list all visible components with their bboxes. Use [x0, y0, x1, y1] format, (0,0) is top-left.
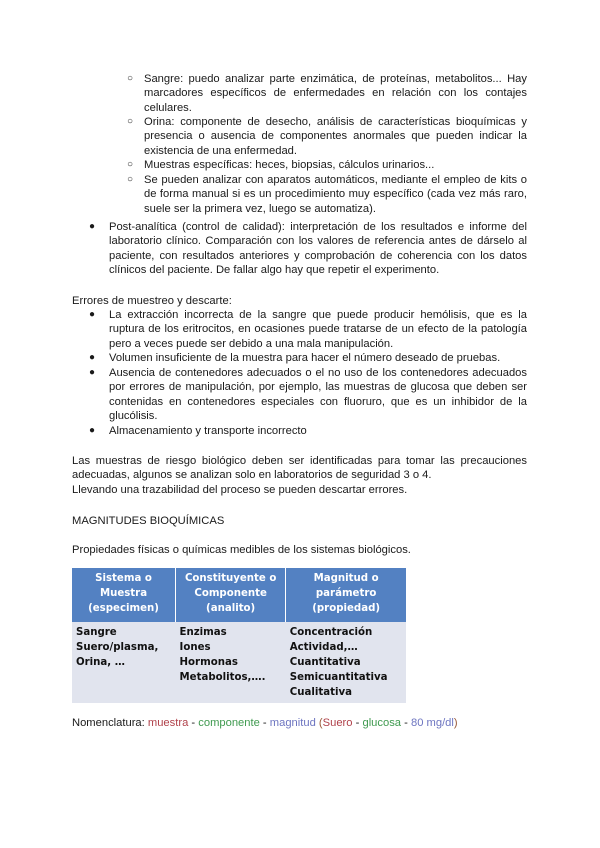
cell-magnitud: Concentración Actividad,… Cuantitativa Semicuantitativa Cualitativa — [286, 622, 406, 703]
list-item: ● La extracción incorrecta de la sangre que puede producir hemólisis, que es la ruptura de los eritrocitos, en ocasiones puede tratarse de un efecto de la patología pero a veces puede ser debido a una mala manipulación. — [89, 309, 527, 350]
header-constituyente: Constituyente o Componente (analito) — [176, 568, 286, 622]
cell-constituyente: Enzimas Iones Hormonas Metabolitos,…. — [176, 622, 286, 703]
example-component: glucosa — [362, 717, 402, 729]
bullet-dot-icon: ● — [89, 425, 96, 436]
nomenclature-magnitud: magnitud — [269, 717, 316, 729]
list-item: ● Volumen insuficiente de la muestra para hacer el número deseado de pruebas. — [89, 352, 501, 364]
nomenclature-componente: componente — [198, 717, 260, 729]
list-item: ○ Se pueden analizar con aparatos automáticos, mediante el empleo de kits o de forma manual si es un procedimiento muy específico (cada vez más raro, suele ser la primera vez, luego se automatiza). — [127, 174, 527, 215]
list-item: ● Almacenamiento y transporte incorrecto — [89, 425, 307, 437]
cell-sistema: Sangre Suero/plasma, Orina, … — [72, 622, 176, 703]
hollow-bullet-icon: ○ — [127, 116, 134, 127]
separator: - — [259, 717, 270, 729]
section-title: MAGNITUDES BIOQUÍMICAS — [72, 515, 225, 527]
magnitudes-table — [72, 568, 406, 703]
nomenclature-muestra: muestra — [147, 717, 189, 729]
table-row — [72, 622, 406, 703]
list-item: ○ Sangre: puedo analizar parte enzimática, de proteínas, metabolitos... Hay marcadores específicos de enfermedades en relación con los contajes celulares. — [127, 73, 527, 114]
errors-list — [89, 308, 527, 438]
list-item: ○ Muestras específicas: heces, biopsias, cálculos urinarios... — [127, 159, 435, 171]
hollow-bullet-icon: ○ — [127, 73, 134, 84]
hollow-bullet-icon: ○ — [127, 174, 134, 185]
post-analytic-list — [89, 220, 527, 278]
separator: - — [188, 717, 199, 729]
bullet-dot-icon: ● — [89, 367, 96, 378]
separator: - — [401, 717, 411, 729]
list-item: ○ Orina: componente de desecho, análisis de características bioquímicas y presencia o ausencia de componentes anormales que pueden indicar la existencia de una enfermedad. — [127, 116, 527, 157]
bullet-dot-icon: ● — [89, 352, 96, 363]
section-intro: Propiedades físicas o químicas medibles de los sistemas biológicos. — [72, 544, 411, 556]
close-paren: ) — [453, 717, 458, 729]
traceability-line: Llevando una trazabilidad del proceso se pueden descartar errores. — [72, 484, 408, 496]
example-value: 80 mg/dl — [410, 717, 454, 729]
table-header-row — [72, 568, 406, 622]
bullet-dot-icon: ● — [89, 221, 96, 232]
list-item: ● Ausencia de contenedores adecuados o el no uso de los contenedores adecuados por errores de manipulación, por ejemplo, las muestras de glucosa que deben ser contenidas en contenedores especiales con fluoruro, que es un inhibidor de la glucólisis. — [89, 367, 527, 423]
nomenclature-label: Nomenclatura: — [72, 717, 145, 729]
example-sample: Suero — [322, 717, 353, 729]
hollow-bullet-icon: ○ — [127, 159, 134, 170]
open-paren: ( — [318, 717, 323, 729]
sample-types-list — [127, 72, 527, 216]
header-magnitud: Magnitud o parámetro (propiedad) — [286, 568, 406, 622]
bullet-dot-icon: ● — [89, 309, 96, 320]
errors-heading: Errores de muestreo y descarte: — [72, 295, 232, 307]
header-sistema: Sistema o Muestra (especimen) — [72, 568, 176, 622]
separator: - — [352, 717, 363, 729]
nomenclature-line — [72, 716, 542, 730]
biohazard-paragraph: Las muestras de riesgo biológico deben ser identificadas para tomar las precauciones adecuadas, algunos se analizan solo en laboratorios de seguridad 3 o 4. — [72, 455, 527, 482]
list-item: ● Post-analítica (control de calidad): interpretación de los resultados e informe del laboratorio clínico. Comparación con los valores de referencia antes de dárselo al paciente, con resultados anteriores y comprobación de coherencia con los datos clínicos del paciente. De fallar algo hay que repetir el experimento. — [89, 221, 527, 277]
